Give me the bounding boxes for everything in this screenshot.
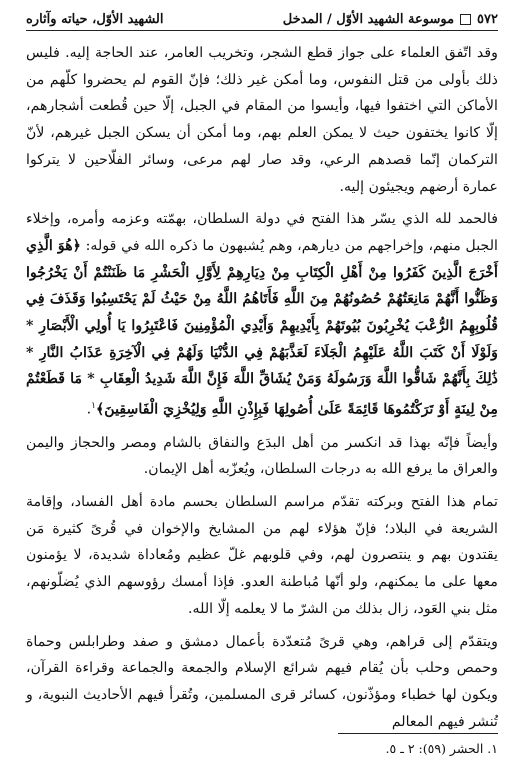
paragraph-2-text: فالحمد لله الذي يسّر هذا الفتح في دولة السلطان، بهمّته وعزمه وأمره، وإخلاء الجبل منهم، وإخراجهم من ديارهم، وهم يُشبهون ما ذكره الله في قوله:: [26, 211, 498, 254]
paragraph-4: تمام هذا الفتح وبركته تقدّم مراسم السلطان بحسم مادة أهل الفساد، وإقامة الشريعة في البلاد؛ فإنّ هؤلاء لهم من المشايخ والإخوان في قُرىً كثيرة مَن يقتدون بهم و ينتصرون لهم، وفي قلوبهم غلّ عظيم ومُعاداة شديدة، لا يؤمنون معها على ما يمكنهم، ولو أنّها مُباطنة العدو. فإذا أمسك رؤوسهم الذي يُضلّونهم، مثل بني العَود، زال بذلك من الشرّ ما لا يعلمه إلّا الله.: [26, 493, 498, 617]
footnote-divider: [338, 733, 498, 734]
paragraph-3: وأيضاً فإنّه بهذا قد انكسر من أهل البدَع والنفاق بالشام ومصر والحجاز واليمن والعراق ما يرفع الله به درجات السلطان، ويُعزّبه أهل الإيمان.: [26, 434, 498, 478]
page-number: ٥٧٢: [477, 11, 498, 27]
page-body: [26, 40, 498, 735]
square-icon: [460, 14, 471, 25]
footnote: ١. الحشر (٥٩): ٢ ـ ٥.: [385, 741, 498, 756]
paragraph-2: فالحمد لله الذي يسّر هذا الفتح في دولة السلطان، بهمّته وعزمه وأمره، وإخلاء الجبل منهم، وإخراجهم من ديارهم، وهم يُشبهون ما ذكره الله في قوله: ﴿هُوَ الَّذِي أَخْرَجَ الَّذِينَ كَفَرُوا مِنْ أَهْلِ الْكِتَابِ مِنْ دِيَارِهِمْ لِأَوَّلِ الْحَشْرِ مَا ظَنَنْتُمْ أَنْ يَخْرُجُوا وَظَنُّوا أَنَّهُمْ مَانِعَتُهُمْ حُصُونُهُمْ مِنَ اللَّهِ فَأَتَاهُمُ اللَّهُ مِنْ حَيْثُ لَمْ يَحْتَسِبُوا وَقَذَفَ فِي قُلُوبِهِمُ الرُّعْبَ يُخْرِبُونَ بُيُوتَهُمْ بِأَيْدِيهِمْ وَأَيْدِي الْمُؤْمِنِينَ فَاعْتَبِرُوا يَا أُولِي الْأَبْصَارِ * وَلَوْلَا أَنْ كَتَبَ اللَّهُ عَلَيْهِمُ الْجَلَاءَ لَعَذَّبَهُمْ فِي الدُّنْيَا وَلَهُمْ فِي الْآخِرَةِ عَذَابُ النَّارِ * ذَٰلِكَ بِأَنَّهُمْ شَاقُّوا اللَّهَ وَرَسُولَهُ وَمَنْ يُشَاقِّ اللَّهَ فَإِنَّ اللَّهَ شَدِيدُ الْعِقَابِ * مَا قَطَعْتُمْ مِنْ لِينَةٍ أَوْ تَرَكْتُمُوهَا قَائِمَةً عَلَىٰ أُصُولِهَا فَبِإِذْنِ اللَّهِ وَلِيُخْزِيَ الْفَاسِقِينَ﴾$^١$.: [26, 211, 498, 418]
page-header: [26, 8, 498, 31]
section-title: الشهيد الأوّل، حياته وآثاره: [26, 11, 164, 27]
paragraph-5: ويتقدّم إلى قراهم، وهي قرىً مُتعدّدة بأعمال دمشق و صفد وطرابلس وحماة وحمص وحلب بأن يُقام فيهم شرائع الإسلام والجمعة والجماعة وقراءة القرآن، ويكون لها خطباء ومؤذّنون، كسائر قرى المسلمين، وتُقرأ فيهم الأحاديث النبوية، و تُنشر فيهم المعالم: [26, 633, 498, 730]
footnote-marker: ١: [91, 401, 96, 412]
header-right: [283, 12, 498, 27]
book-title: موسوعة الشهيد الأوّل / المدخل: [282, 11, 455, 27]
paragraph-1: وقد اتّفق العلماء على جواز قطع الشجر، وتخريب العامر، عند الحاجة إليه. فليس ذلك بأولى من قتل النفوس، وما أمكن غير ذلك؛ فإنّ القوم لم يحضروا كلّهم من الأماكن التي اختفوا فيها، وأيسوا من المقام في الجبل، إلّا حين قُطعت أشجارهم، إلّا كانوا يختفون حيث لا يمكن العلم بهم، وما أمكن أن يسكن الجبل غيرهم، لأنّ التركمان إنّما قصدهم الرعي، وقد صار لهم مرعى، وسائر الفلّاحين لا يتركوا عمارة أرضهم ويجيئون إليه.: [26, 45, 498, 195]
quran-passage: ﴿هُوَ الَّذِي أَخْرَجَ الَّذِينَ كَفَرُوا مِنْ أَهْلِ الْكِتَابِ مِنْ دِيَارِهِمْ لِأَوَّلِ الْحَشْرِ مَا ظَنَنْتُمْ أَنْ يَخْرُجُوا وَظَنُّوا أَنَّهُمْ مَانِعَتُهُمْ حُصُونُهُمْ مِنَ اللَّهِ فَأَتَاهُمُ اللَّهُ مِنْ حَيْثُ لَمْ يَحْتَسِبُوا وَقَذَفَ فِي قُلُوبِهِمُ الرُّعْبَ يُخْرِبُونَ بُيُوتَهُمْ بِأَيْدِيهِمْ وَأَيْدِي الْمُؤْمِنِينَ فَاعْتَبِرُوا يَا أُولِي الْأَبْصَارِ * وَلَوْلَا أَنْ كَتَبَ اللَّهُ عَلَيْهِمُ الْجَلَاءَ لَعَذَّبَهُمْ فِي الدُّنْيَا وَلَهُمْ فِي الْآخِرَةِ عَذَابُ النَّارِ * ذَٰلِكَ بِأَنَّهُمْ شَاقُّوا اللَّهَ وَرَسُولَهُ وَمَنْ يُشَاقِّ اللَّهَ فَإِنَّ اللَّهَ شَدِيدُ الْعِقَابِ * مَا قَطَعْتُمْ مِنْ لِينَةٍ أَوْ تَرَكْتُمُوهَا قَائِمَةً عَلَىٰ أُصُولِهَا فَبِإِذْنِ اللَّهِ وَلِيُخْزِيَ الْفَاسِقِينَ﴾: [26, 237, 498, 418]
